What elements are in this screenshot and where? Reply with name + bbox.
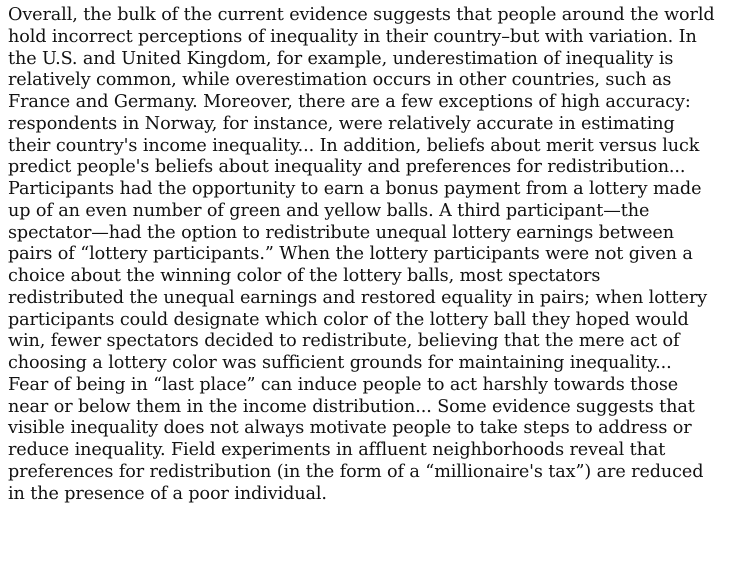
passage-line: preferences for redistribution (in the form of a “millionaire's tax”) are reduced: [8, 461, 704, 482]
passage-line: respondents in Norway, for instance, were relatively accurate in estimating: [8, 113, 675, 134]
passage-text: [8, 5, 748, 505]
passage-line: Overall, the bulk of the current evidence suggests that people around the world: [8, 5, 715, 25]
passage-line: visible inequality does not always motivate people to take steps to address or: [8, 418, 692, 439]
passage-line: redistributed the unequal earnings and restored equality in pairs; when lottery: [8, 287, 708, 308]
passage-line: France and Germany. Moreover, there are a few exceptions of high accuracy:: [8, 92, 691, 112]
passage-line: win, fewer spectators decided to redistribute, believing that the mere act of: [8, 331, 680, 352]
passage-line: spectator—had the option to redistribute unequal lottery earnings between: [8, 222, 674, 243]
passage-line: in the presence of a poor individual.: [8, 483, 327, 504]
passage-line: near or below them in the income distribution... Some evidence suggests that: [8, 396, 695, 417]
passage-line: pairs of “lottery participants.” When the lottery participants were not given a: [8, 244, 693, 265]
passage-line: up of an even number of green and yellow balls. A third participant—the: [8, 200, 650, 221]
passage-line: participants could designate which color of the lottery ball they hoped would: [8, 309, 689, 330]
passage-line: Fear of being in “last place” can induce people to act harshly towards those: [8, 374, 679, 395]
passage-line: reduce inequality. Field experiments in affluent neighborhoods reveal that: [8, 440, 666, 460]
passage-line: choice about the winning color of the lottery balls, most spectators: [8, 266, 601, 286]
passage-line: the U.S. and United Kingdom, for example, underestimation of inequality is: [8, 48, 674, 69]
passage-line: hold incorrect perceptions of inequality in their country–but with variation. In: [8, 26, 697, 47]
passage-line: Participants had the opportunity to earn a bonus payment from a lottery made: [8, 179, 702, 199]
passage-line: their country's income inequality... In addition, beliefs about merit versus luck: [8, 135, 700, 156]
passage-line: relatively common, while overestimation occurs in other countries, such as: [8, 70, 672, 91]
passage-line: predict people's beliefs about inequality and preferences for redistribution...: [8, 157, 686, 178]
passage-line: choosing a lottery color was sufficient grounds for maintaining inequality...: [8, 353, 672, 373]
